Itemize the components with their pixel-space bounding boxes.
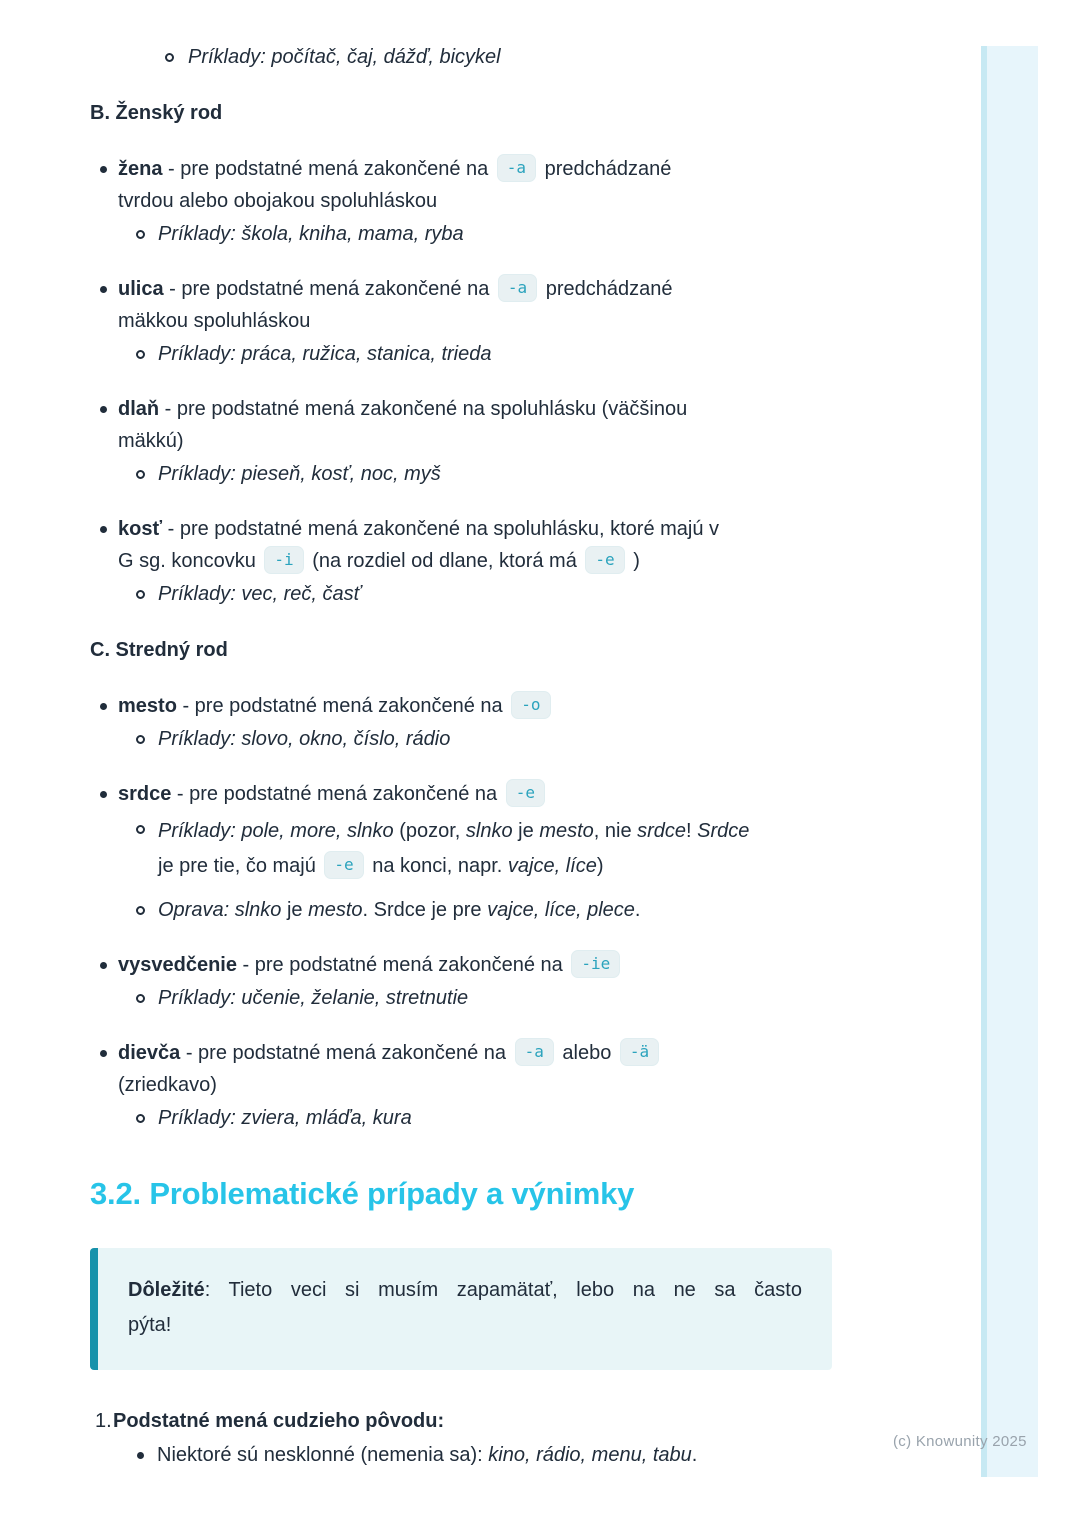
bullet-item [90, 393, 832, 490]
text-run: (zriedkavo) [118, 1074, 217, 1096]
bullet-item [90, 1037, 832, 1134]
bullet-item [90, 273, 832, 370]
term-emphasis: srdce [118, 783, 172, 805]
document-content [90, 40, 832, 1471]
code-badge: -o [511, 691, 550, 719]
list-marker [100, 703, 107, 710]
text-run: predchádzané [539, 158, 672, 180]
code-badge: -e [506, 779, 545, 807]
term-emphasis: Dôležité [128, 1279, 205, 1301]
code-badge: -e [585, 546, 624, 574]
list-marker [136, 230, 145, 239]
list-marker [100, 166, 107, 173]
item-number: 1. [95, 1410, 112, 1432]
term-emphasis: vysvedčenie [118, 954, 237, 976]
bullet-item [90, 513, 832, 610]
subsection-heading: B. Ženský rod [90, 102, 223, 124]
list-marker [100, 1050, 107, 1057]
text-run: Príklady: škola, kniha, mama, ryba [158, 223, 464, 245]
text-run: - pre podstatné mená zakončené na [176, 695, 509, 717]
list-marker [136, 590, 145, 599]
code-badge: -ie [571, 950, 620, 978]
text-run: . [362, 899, 374, 921]
section-title: 3.2. Problematické prípady a výnimky [90, 1176, 635, 1211]
text-run: kino, rádio, menu, tabu [488, 1444, 692, 1466]
sub-bullet-item [118, 219, 832, 250]
text-run: alebo [556, 1042, 617, 1064]
code-badge: -ä [620, 1038, 659, 1066]
text-run: slnko [465, 820, 513, 842]
text-run: G sg. koncovku [118, 550, 262, 572]
term-emphasis: dlaň [118, 398, 160, 420]
subsection-heading: C. Stredný rod [90, 639, 228, 661]
bullet-item [90, 778, 832, 926]
numbered-item [90, 1406, 832, 1437]
text-run: tvrdou alebo obojakou spoluhláskou [118, 190, 438, 212]
text-run: pýta! [128, 1314, 172, 1336]
text-run: Srdce je pre [373, 899, 488, 921]
footer-credit: (c) Knowunity 2025 [893, 1433, 1027, 1450]
code-badge: -a [498, 274, 537, 302]
text-run: ) [596, 855, 604, 877]
text-run: Príklady: zviera, mláďa, kura [158, 1107, 412, 1129]
text-run: Príklady: slovo, okno, číslo, rádio [158, 728, 451, 750]
bullet-item [90, 949, 832, 1014]
text-run: mäkkou spoluhláskou [118, 310, 311, 332]
callout-line [128, 1308, 802, 1343]
text-run: ! [686, 820, 698, 842]
code-badge: -a [515, 1038, 554, 1066]
list-marker [136, 994, 145, 1003]
text-run: na konci, napr. [366, 855, 508, 877]
list-marker [100, 286, 107, 293]
text-run: (pozor, [399, 820, 466, 842]
bullet-item [90, 690, 832, 755]
list-marker [100, 962, 107, 969]
text-run: , nie [593, 820, 638, 842]
sub-bullet-item [118, 459, 832, 490]
sidebar-strip [981, 46, 1038, 1477]
text-run: (na rozdiel od dlane, ktorá má [306, 550, 583, 572]
text-run: : Tieto veci si musím zapamätať, lebo na ne sa často [204, 1279, 802, 1301]
list-marker [136, 825, 145, 834]
text-run: ) [627, 550, 640, 572]
sub-bullet-item [118, 814, 832, 884]
text-run: Niektoré sú nesklonné (nemenia sa): [157, 1444, 489, 1466]
text-run: Príklady: počítač, čaj, dážď, bicykel [188, 46, 501, 68]
list-marker [136, 470, 145, 479]
text-run: - pre podstatné mená zakončené na [236, 954, 569, 976]
bullet-item [90, 153, 832, 250]
item-text [113, 1410, 444, 1432]
text-run: Príklady: učenie, želanie, stretnutie [158, 987, 469, 1009]
list-marker [137, 1452, 144, 1459]
text-run: . [691, 1444, 698, 1466]
text-run: mesto [539, 820, 594, 842]
list-marker [136, 1114, 145, 1123]
term-emphasis: dievča [118, 1042, 181, 1064]
text-run: Príklady: pieseň, kosť, noc, myš [158, 463, 441, 485]
text-run: Príklady: práca, ružica, stanica, trieda [158, 343, 492, 365]
text-run: mesto [308, 899, 363, 921]
text-run: mäkkú) [118, 430, 184, 452]
text-run: - pre podstatné mená zakončené na [162, 158, 494, 180]
text-run: je [512, 820, 540, 842]
sub-bullet-item [118, 579, 832, 610]
text-run: - pre podstatné mená zakončené na [163, 278, 495, 300]
text-run: - pre podstatné mená zakončené na spoluhlásku (väčšinou [159, 398, 688, 420]
sub-bullet-item [118, 339, 832, 370]
sub-bullet-item [118, 895, 832, 926]
list-marker [100, 526, 107, 533]
code-badge: -i [264, 546, 303, 574]
text-run: Srdce [697, 820, 750, 842]
text-run: predchádzané [540, 278, 673, 300]
list-marker [136, 906, 145, 915]
important-callout [90, 1248, 832, 1370]
list-marker [100, 406, 107, 413]
term-emphasis: žena [118, 158, 163, 180]
text-run: je [281, 899, 309, 921]
sub-bullet-item [90, 42, 832, 73]
bullet-item [90, 1439, 832, 1471]
text-run: vajce, líce [507, 855, 597, 877]
text-run: srdce [637, 820, 687, 842]
term-emphasis: kosť [118, 518, 163, 540]
sub-bullet-item [118, 983, 832, 1014]
list-marker [136, 350, 145, 359]
text-run: je pre tie, čo majú [158, 855, 322, 877]
term-emphasis: mesto [118, 695, 177, 717]
code-badge: -a [497, 154, 536, 182]
text-run: . [634, 899, 641, 921]
callout-line [128, 1273, 802, 1308]
text-run: - pre podstatné mená zakončené na [180, 1042, 512, 1064]
list-marker [100, 791, 107, 798]
term-emphasis: ulica [118, 278, 164, 300]
text-run: - pre podstatné mená zakončené na spoluhlásku, ktoré majú v [162, 518, 720, 540]
sub-bullet-item [118, 1103, 832, 1134]
code-badge: -e [324, 851, 363, 879]
text-run: vajce, líce, plece [487, 899, 635, 921]
text-run: Príklady: vec, reč, časť [158, 583, 361, 605]
sub-bullet-item [118, 724, 832, 755]
term-emphasis: Podstatné mená cudzieho pôvodu: [113, 1410, 445, 1432]
list-marker [165, 53, 174, 62]
text-run: - pre podstatné mená zakončené na [171, 783, 503, 805]
list-marker [136, 735, 145, 744]
text-run: Oprava: slnko [158, 899, 282, 921]
text-run: Príklady: pole, more, slnko [158, 820, 400, 842]
